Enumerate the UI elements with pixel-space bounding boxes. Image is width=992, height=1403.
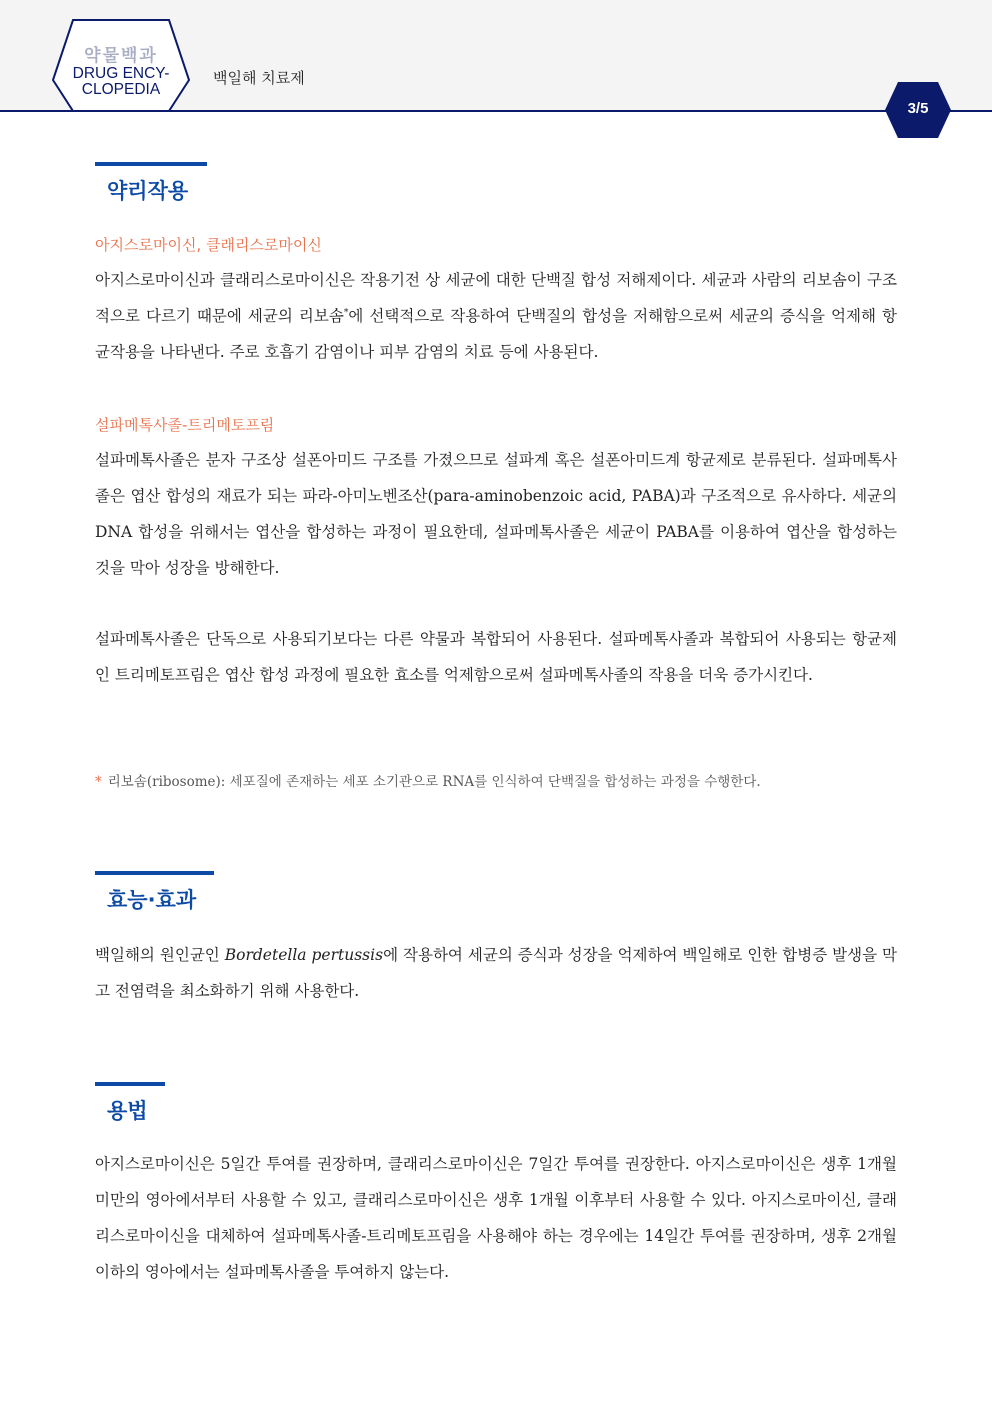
paragraph-mechanism-2: 설파메톡사졸은 분자 구조상 설폰아미드 구조를 가졌으므로 설파계 혹은 설폰아미드계 항균제로 분류된다. 설파메톡사졸은 엽산 합성의 재료가 되는 파라-아미노벤조산(para-aminobenzoic acid, PABA)과 구조적으로 유사하다. 세균의 DNA 합성을 위해서는 엽산을 합성하는 과정이 필요한데, 설파메톡사졸은 세균이 PABA를 이용하여 엽산을 합성하는 것을 막아 성장을 방해한다.	[95, 451, 897, 577]
paragraph-mechanism-1-b: 에 선택적으로 작용하여 단백질의 합성을 저해함으로써 세균의 증식을 억제해 항균작용을 나타낸다. 주로 호흡기 감염이나 피부 감염의 치료 등에 사용된다.	[95, 307, 897, 361]
footnote-text: 리보솜(ribosome): 세포질에 존재하는 세포 소기관으로 RNA를 인식하여 단백질을 합성하는 과정을 수행한다.	[107, 774, 761, 790]
subheading-azithro-clarithro: 아지스로마이신, 클래리스로마이신	[95, 236, 322, 254]
logo-korean: 약물백과	[84, 46, 158, 66]
paragraph-mechanism-1-a: 아지스로마이신과 클래리스로마이신은 작용기전 상 세균에 대한 단백질 합성 저해제이다. 세균과 사람의 리보솜이 구조적으로 다르기 때문에 세균의 리보솜	[95, 271, 897, 325]
paragraph-mechanism-1	[95, 262, 897, 370]
section-title-mechanism: 약리작용	[107, 179, 189, 203]
footnote-mark: *	[95, 774, 102, 790]
section-bar-mechanism	[95, 162, 207, 166]
efficacy-text-b: 에 작용하여 세균의 증식과 성장을 억제하여 백일해로 인한 합병증 발생을 막고 전염력을 최소화하기 위해 사용한다.	[95, 946, 898, 1000]
ribosome-footnote-ref: *	[343, 307, 349, 318]
paragraph-efficacy	[95, 937, 897, 1009]
section-bar-dosage	[95, 1082, 165, 1086]
document-title: 백일해 치료제	[213, 69, 305, 87]
section-bar-efficacy	[95, 871, 214, 875]
efficacy-text-a: 백일해의 원인균인	[95, 946, 225, 964]
section-title-efficacy: 효능·효과	[107, 888, 197, 912]
page-number: 3/5	[907, 100, 929, 117]
section-title-dosage: 용법	[107, 1099, 148, 1123]
paragraph-mechanism-3: 설파메톡사졸은 단독으로 사용되기보다는 다른 약물과 복합되어 사용된다. 설파메톡사졸과 복합되어 사용되는 항균제인 트리메토프림은 엽산 합성 과정에 필요한 효소를 억제함으로써 설파메톡사졸의 작용을 더욱 증가시킨다.	[95, 630, 897, 684]
subheading-smx-tmp: 설파메톡사졸-트리메토프림	[95, 416, 275, 434]
logo-english: DRUG ENCY- CLOPEDIA	[72, 65, 170, 98]
paragraph-dosage: 아지스로마이신은 5일간 투여를 권장하며, 클래리스로마이신은 7일간 투여를 권장한다. 아지스로마이신은 생후 1개월 미만의 영아에서부터 사용할 수 있고, 클래리스로마이신은 생후 1개월 이후부터 사용할 수 있다. 아지스로마이신, 클래리스로마이신을 대체하여 설파메톡사졸-트리메토프림을 사용해야 하는 경우에는 14일간 투여를 권장하며, 생후 2개월 이하의 영아에서는 설파메톡사졸을 투여하지 않는다.	[95, 1155, 897, 1281]
footnote	[95, 770, 897, 790]
bacteria-name: Bordetella pertussis	[224, 946, 384, 964]
